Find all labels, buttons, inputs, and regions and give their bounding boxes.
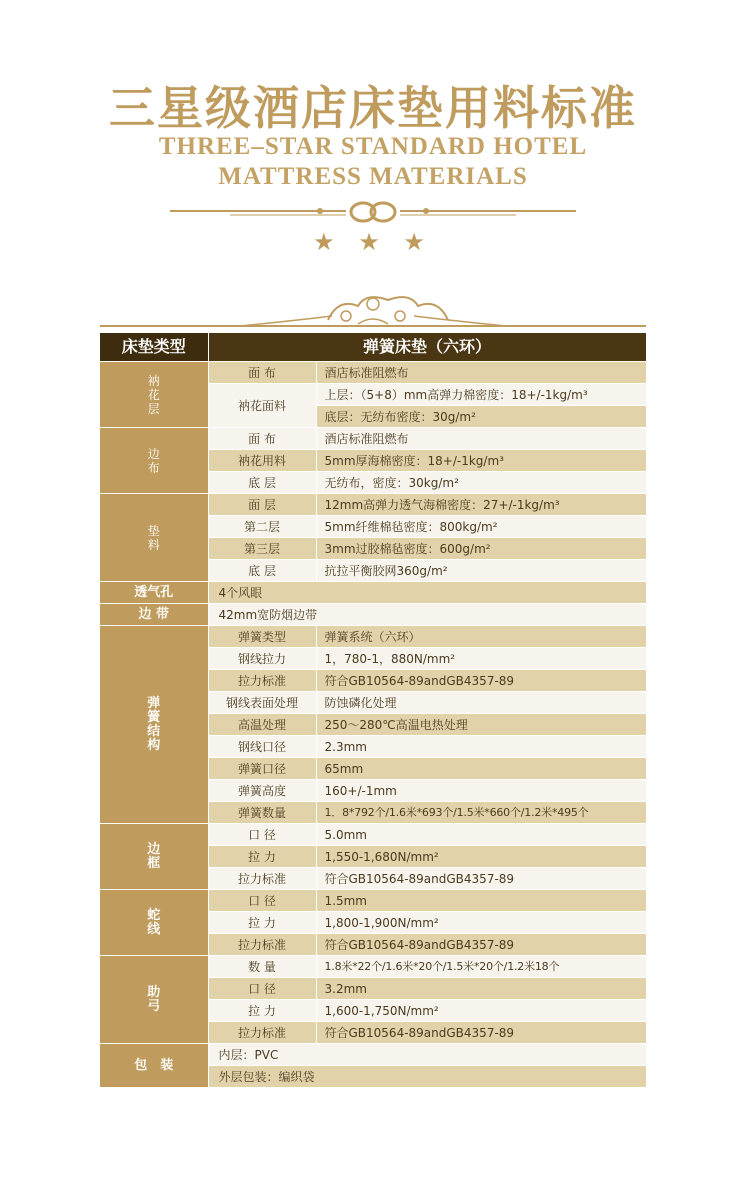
row-value: 42mm宽防烟边带: [208, 604, 646, 626]
header-product: 弹簧床垫（六环）: [208, 333, 646, 362]
row-value: 符合GB10564-89andGB4357-89: [316, 868, 646, 890]
row-value: 12mm高弹力透气海棉密度：27+/-1kg/m³: [316, 494, 646, 516]
category-frame: 边框: [100, 824, 208, 890]
row-name: 底 层: [208, 560, 316, 582]
table-header-row: [100, 333, 646, 362]
row-name: 拉 力: [208, 1000, 316, 1022]
row-value: 5mm厚海棉密度：18+/-1kg/m³: [316, 450, 646, 472]
page-title-en-line2: MATTRESS MATERIALS: [218, 163, 528, 190]
row-value: 1，780-1，880N/mm²: [316, 648, 646, 670]
row-value: 符合GB10564-89andGB4357-89: [316, 670, 646, 692]
row-value: 外层包装：编织袋: [208, 1066, 646, 1088]
row-name: 第三层: [208, 538, 316, 560]
rating-stars: ★ ★ ★: [313, 228, 433, 256]
table-row: [100, 626, 646, 648]
page-title-cn: 三星级酒店床垫用料标准: [109, 81, 637, 135]
row-value: 3mm过胶棉毡密度：600g/m²: [316, 538, 646, 560]
category-spring: 弹簧结构: [100, 626, 208, 824]
row-value: 1.5mm: [316, 890, 646, 912]
row-value: 1.8米*22个/1.6米*20个/1.5米*20个/1.2米18个: [316, 956, 646, 978]
row-name: 拉力标准: [208, 670, 316, 692]
row-name: 面 层: [208, 494, 316, 516]
row-name: 口 径: [208, 890, 316, 912]
row-value: 内层：PVC: [208, 1044, 646, 1066]
table-row: [100, 890, 646, 912]
row-name: 拉力标准: [208, 1022, 316, 1044]
row-name: 弹簧口径: [208, 758, 316, 780]
row-name: 弹簧类型: [208, 626, 316, 648]
row-value: 3.2mm: [316, 978, 646, 1000]
ornament-divider-icon: [170, 198, 576, 226]
row-name: 拉力标准: [208, 934, 316, 956]
category-snake-wire: 蛇线: [100, 890, 208, 956]
row-value: 符合GB10564-89andGB4357-89: [316, 1022, 646, 1044]
row-value: 抗拉平衡胶网360g/m²: [316, 560, 646, 582]
row-value: 5mm纤维棉毡密度：800kg/m²: [316, 516, 646, 538]
category-padding: 垫料: [100, 494, 208, 582]
table-row: [100, 1044, 646, 1066]
row-name: 面 布: [208, 428, 316, 450]
cloud-ornament-icon: [100, 290, 646, 330]
row-value: 防蚀磷化处理: [316, 692, 646, 714]
category-border-tape: 边 带: [100, 604, 208, 626]
row-name: 拉力标准: [208, 868, 316, 890]
row-name: 衲花用料: [208, 450, 316, 472]
mattress-spec-table: [100, 333, 647, 1088]
row-value: 5.0mm: [316, 824, 646, 846]
row-value: 酒店标准阻燃布: [316, 362, 646, 384]
row-value: 1．8*792个/1.6米*693个/1.5米*660个/1.2米*495个: [316, 802, 646, 824]
table-row: [100, 428, 646, 450]
row-name: 衲花面料: [208, 384, 316, 428]
table-row: [100, 956, 646, 978]
row-name: 弹簧数量: [208, 802, 316, 824]
row-value: 1,550-1,680N/mm²: [316, 846, 646, 868]
row-name: 高温处理: [208, 714, 316, 736]
row-name: 底 层: [208, 472, 316, 494]
row-value: 65mm: [316, 758, 646, 780]
row-name: 钢线口径: [208, 736, 316, 758]
category-edge-fabric: 边布: [100, 428, 208, 494]
row-value: 2.3mm: [316, 736, 646, 758]
header-type: 床垫类型: [100, 333, 208, 362]
row-name: 钢线拉力: [208, 648, 316, 670]
row-value: 4个风眼: [208, 582, 646, 604]
category-vent: 透气孔: [100, 582, 208, 604]
row-value: 酒店标准阻燃布: [316, 428, 646, 450]
page-title-en-line1: THREE–STAR STANDARD HOTEL: [158, 133, 588, 160]
table-row: [100, 604, 646, 626]
row-value: 弹簧系统（六环）: [316, 626, 646, 648]
row-value: 250～280℃高温电热处理: [316, 714, 646, 736]
row-name: 拉 力: [208, 846, 316, 868]
row-name: 面 布: [208, 362, 316, 384]
category-quilt: 衲花层: [100, 362, 208, 428]
category-packing: 包 装: [100, 1044, 208, 1088]
row-name: 数 量: [208, 956, 316, 978]
category-helper-bow: 助弓: [100, 956, 208, 1044]
row-name: 口 径: [208, 978, 316, 1000]
table-row: [100, 824, 646, 846]
row-value: 无纺布，密度：30kg/m²: [316, 472, 646, 494]
row-name: 钢线表面处理: [208, 692, 316, 714]
table-row: [100, 362, 646, 384]
row-value: 1,800-1,900N/mm²: [316, 912, 646, 934]
row-value: 上层：（5+8）mm高弹力棉密度：18+/-1kg/m³: [316, 384, 646, 406]
table-row: [100, 494, 646, 516]
row-value: 底层：无纺布密度：30g/m²: [316, 406, 646, 428]
row-value: 符合GB10564-89andGB4357-89: [316, 934, 646, 956]
row-value: 1,600-1,750N/mm²: [316, 1000, 646, 1022]
table-row: [100, 582, 646, 604]
row-name: 口 径: [208, 824, 316, 846]
row-name: 拉 力: [208, 912, 316, 934]
row-name: 第二层: [208, 516, 316, 538]
row-value: 160+/-1mm: [316, 780, 646, 802]
row-name: 弹簧高度: [208, 780, 316, 802]
